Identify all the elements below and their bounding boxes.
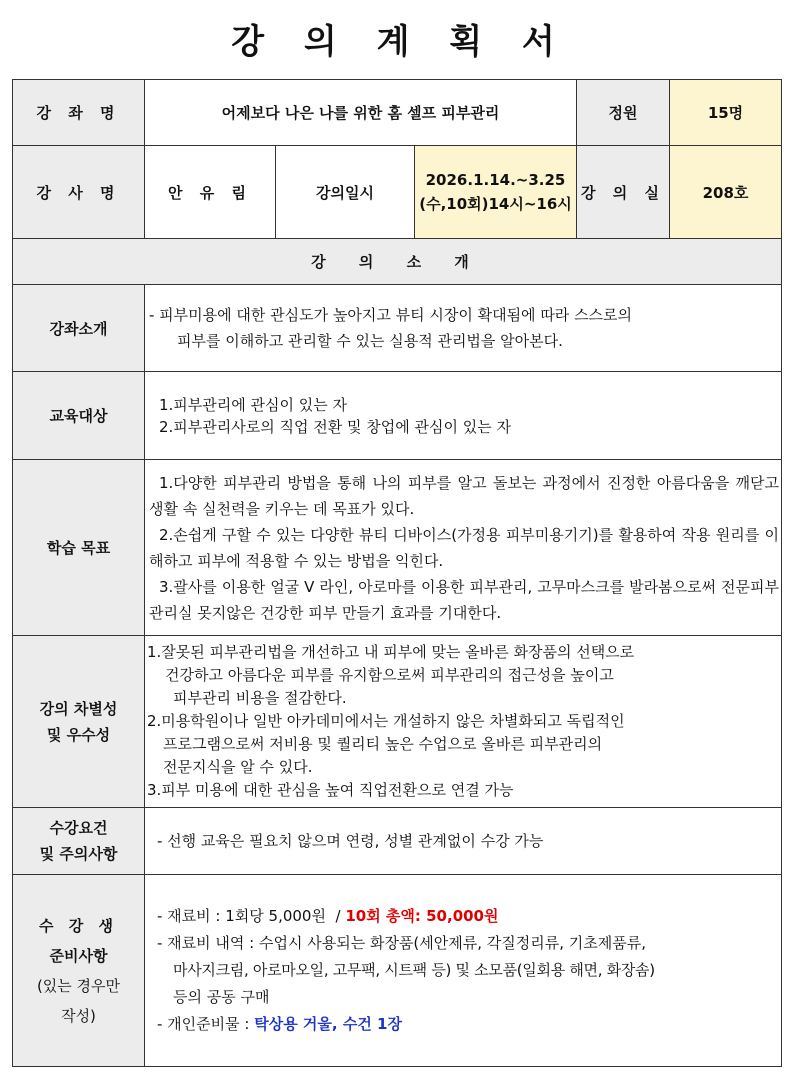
merit-line: 프로그램으로써 저비용 및 퀄리티 높은 수업으로 올바른 피부관리의 bbox=[163, 735, 603, 753]
instructor-label: 강 사 명 bbox=[13, 146, 145, 239]
merit-line: 3.피부 미용에 대한 관심을 높여 직업전환으로 연결 가능 bbox=[147, 781, 514, 799]
room-label: 강 의 실 bbox=[577, 146, 670, 239]
prep-fee-line bbox=[157, 903, 777, 930]
prep-label-line4: 작성) bbox=[61, 1006, 96, 1025]
prep-personal-line bbox=[157, 1011, 777, 1038]
prep-label-line3: (있는 경우만 bbox=[36, 976, 121, 995]
capacity-label: 정원 bbox=[577, 80, 670, 146]
requirements-label-line2: 및 주의사항 bbox=[39, 845, 118, 863]
prep-content bbox=[145, 875, 782, 1067]
course-name-label: 강 좌 명 bbox=[13, 80, 145, 146]
intro-section-header: 강 의 소 개 bbox=[13, 239, 782, 285]
prep-personal-items: 탁상용 거울, 수건 1장 bbox=[254, 1015, 402, 1033]
merit-line: 피부관리 비용을 절감한다. bbox=[173, 689, 347, 707]
merits-content bbox=[145, 636, 782, 808]
prep-label-line1: 수 강 생 bbox=[39, 916, 118, 935]
room-value: 208호 bbox=[670, 146, 782, 239]
goal-item: 2.손쉽게 구할 수 있는 다양한 뷰티 디바이스(가정용 피부미용기기)를 활용하여 작용 원리를 이해하고 피부에 적용할 수 있는 방법을 익힌다. bbox=[149, 525, 779, 570]
merit-line: 건강하고 아름다운 피부를 유지함으로써 피부관리의 접근성을 높이고 bbox=[165, 666, 614, 684]
goals-content bbox=[145, 460, 782, 636]
merit-line: 2.미용학원이나 일반 아카데미에서는 개설하지 않은 차별화되고 독립적인 bbox=[147, 712, 625, 730]
merits-label bbox=[13, 636, 145, 808]
schedule-times: (수,10회)14시~16시 bbox=[419, 195, 572, 213]
prep-detail-line: - 재료비 내역 : 수업시 사용되는 화장품(세안제류, 각질정리류, 기초제품류, bbox=[157, 934, 646, 952]
merit-line: 전문지식을 알 수 있다. bbox=[163, 758, 313, 776]
summary-line: 피부를 이해하고 관리할 수 있는 실용적 관리법을 알아본다. bbox=[177, 332, 563, 350]
summary-label: 강좌소개 bbox=[13, 285, 145, 372]
prep-label bbox=[13, 875, 145, 1067]
merit-line: 1.잘못된 피부관리법을 개선하고 내 피부에 맞는 올바른 화장품의 선택으로 bbox=[147, 643, 635, 661]
requirements-content: - 선행 교육은 필요치 않으며 연령, 성별 관계없이 수강 가능 bbox=[145, 808, 782, 875]
prep-detail-line: 마사지크림, 아로마오일, 고무팩, 시트팩 등) 및 소모품(일회용 해면, 화장솜) bbox=[173, 961, 655, 979]
prep-detail-line: 등의 공동 구매 bbox=[173, 988, 270, 1006]
goal-item: 1.다양한 피부관리 방법을 통해 나의 피부를 알고 돌보는 과정에서 진정한 아름다움을 깨닫고 생활 속 실천력을 키우는 데 목표가 있다. bbox=[149, 473, 779, 518]
summary-line: - 피부미용에 대한 관심도가 높아지고 뷰티 시장이 확대됨에 따라 스스로의 bbox=[149, 306, 633, 324]
course-plan-table bbox=[12, 79, 782, 1067]
course-name: 어제보다 나은 나를 위한 홈 셀프 피부관리 bbox=[145, 80, 577, 146]
schedule-label: 강의일시 bbox=[276, 146, 415, 239]
target-item: 2.피부관리사로의 직업 전환 및 창업에 관심이 있는 자 bbox=[159, 417, 511, 436]
schedule-value bbox=[415, 146, 577, 239]
goal-item: 3.괄사를 이용한 얼굴 V 라인, 아로마를 이용한 피부관리, 고무마스크를 발라봄으로써 전문피부관리실 못지않은 건강한 피부 만들기 효과를 기대한다. bbox=[149, 577, 779, 622]
prep-fee: - 재료비 : 1회당 5,000원 / bbox=[157, 907, 346, 925]
schedule-dates: 2026.1.14.~3.25 bbox=[425, 171, 566, 189]
target-item: 1.피부관리에 관심이 있는 자 bbox=[159, 395, 348, 414]
instructor-name: 안 유 림 bbox=[145, 146, 276, 239]
summary-content bbox=[145, 285, 782, 372]
prep-label-line2: 준비사항 bbox=[49, 946, 108, 965]
merits-label-line1: 강의 차별성 bbox=[39, 699, 118, 718]
prep-fee-total: 10회 총액: 50,000원 bbox=[345, 907, 499, 925]
target-label: 교육대상 bbox=[13, 372, 145, 460]
requirements-label bbox=[13, 808, 145, 875]
target-content bbox=[145, 372, 782, 460]
requirements-label-line1: 수강요건 bbox=[49, 819, 108, 837]
goals-label: 학습 목표 bbox=[13, 460, 145, 636]
capacity-value: 15명 bbox=[670, 80, 782, 146]
merits-label-line2: 및 우수성 bbox=[46, 725, 111, 744]
prep-personal-label: - 개인준비물 : bbox=[157, 1015, 255, 1033]
page-title: 강 의 계 획 서 bbox=[231, 22, 569, 62]
